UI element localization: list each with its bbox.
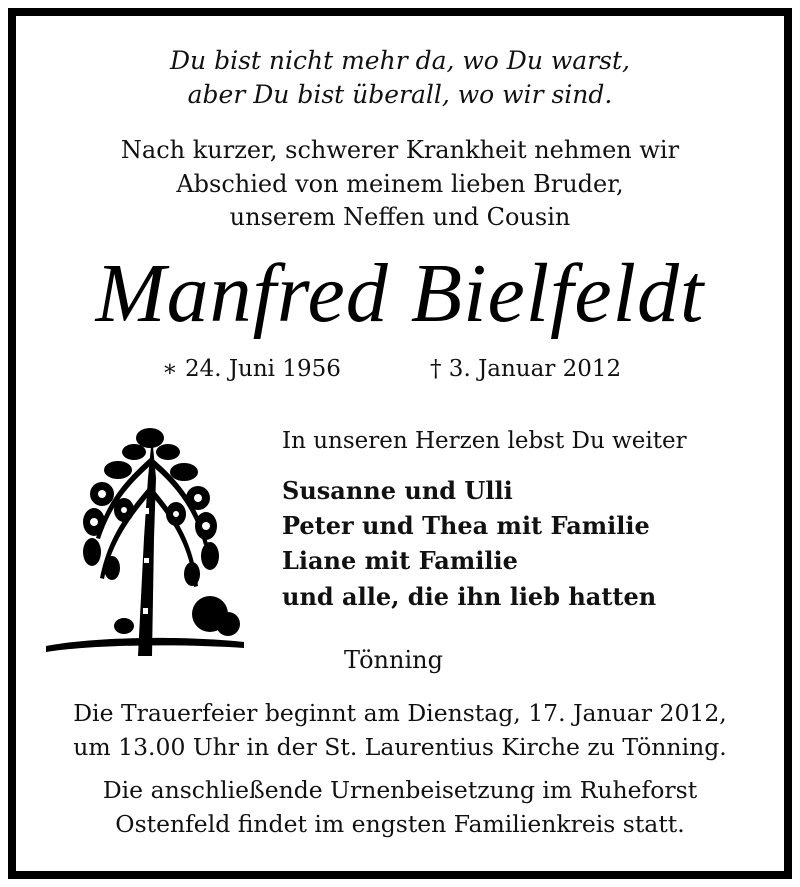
deceased-name: Manfred Bielfeldt bbox=[95, 247, 705, 340]
funeral-line-1: Die Trauerfeier beginnt am Dienstag, 17. Januar 2012, bbox=[73, 699, 727, 727]
mourner-line: Liane mit Familie bbox=[282, 546, 518, 575]
birth-date: ∗ 24. Juni 1956 bbox=[162, 356, 341, 382]
birch-tree-icon bbox=[38, 418, 248, 663]
intro-line-2: Abschied von meinem lieben Bruder, bbox=[176, 170, 624, 198]
mourner-line: Peter und Thea mit Familie bbox=[282, 511, 650, 540]
burial-line-1: Die anschließende Urnenbeisetzung im Ruheforst bbox=[102, 776, 698, 804]
mourner-line: und alle, die ihn lieb hatten bbox=[282, 582, 657, 611]
quote-line-2: aber Du bist überall, wo wir sind. bbox=[187, 80, 613, 109]
mourner-line: Susanne und Ulli bbox=[282, 476, 513, 505]
burial-line-2: Ostenfeld findet im engsten Familienkreis statt. bbox=[115, 810, 685, 838]
funeral-line-2: um 13.00 Uhr in der St. Laurentius Kirche zu Tönning. bbox=[73, 733, 727, 761]
intro-line-3: unserem Neffen und Cousin bbox=[229, 203, 571, 231]
quote-line-1: Du bist nicht mehr da, wo Du warst, bbox=[170, 46, 630, 75]
place-name: Tönning bbox=[344, 646, 443, 674]
death-date: † 3. Januar 2012 bbox=[430, 356, 622, 382]
mourners-heading: In unseren Herzen lebst Du weiter bbox=[282, 428, 687, 454]
intro-line-1: Nach kurzer, schwerer Krankheit nehmen wir bbox=[120, 136, 680, 164]
